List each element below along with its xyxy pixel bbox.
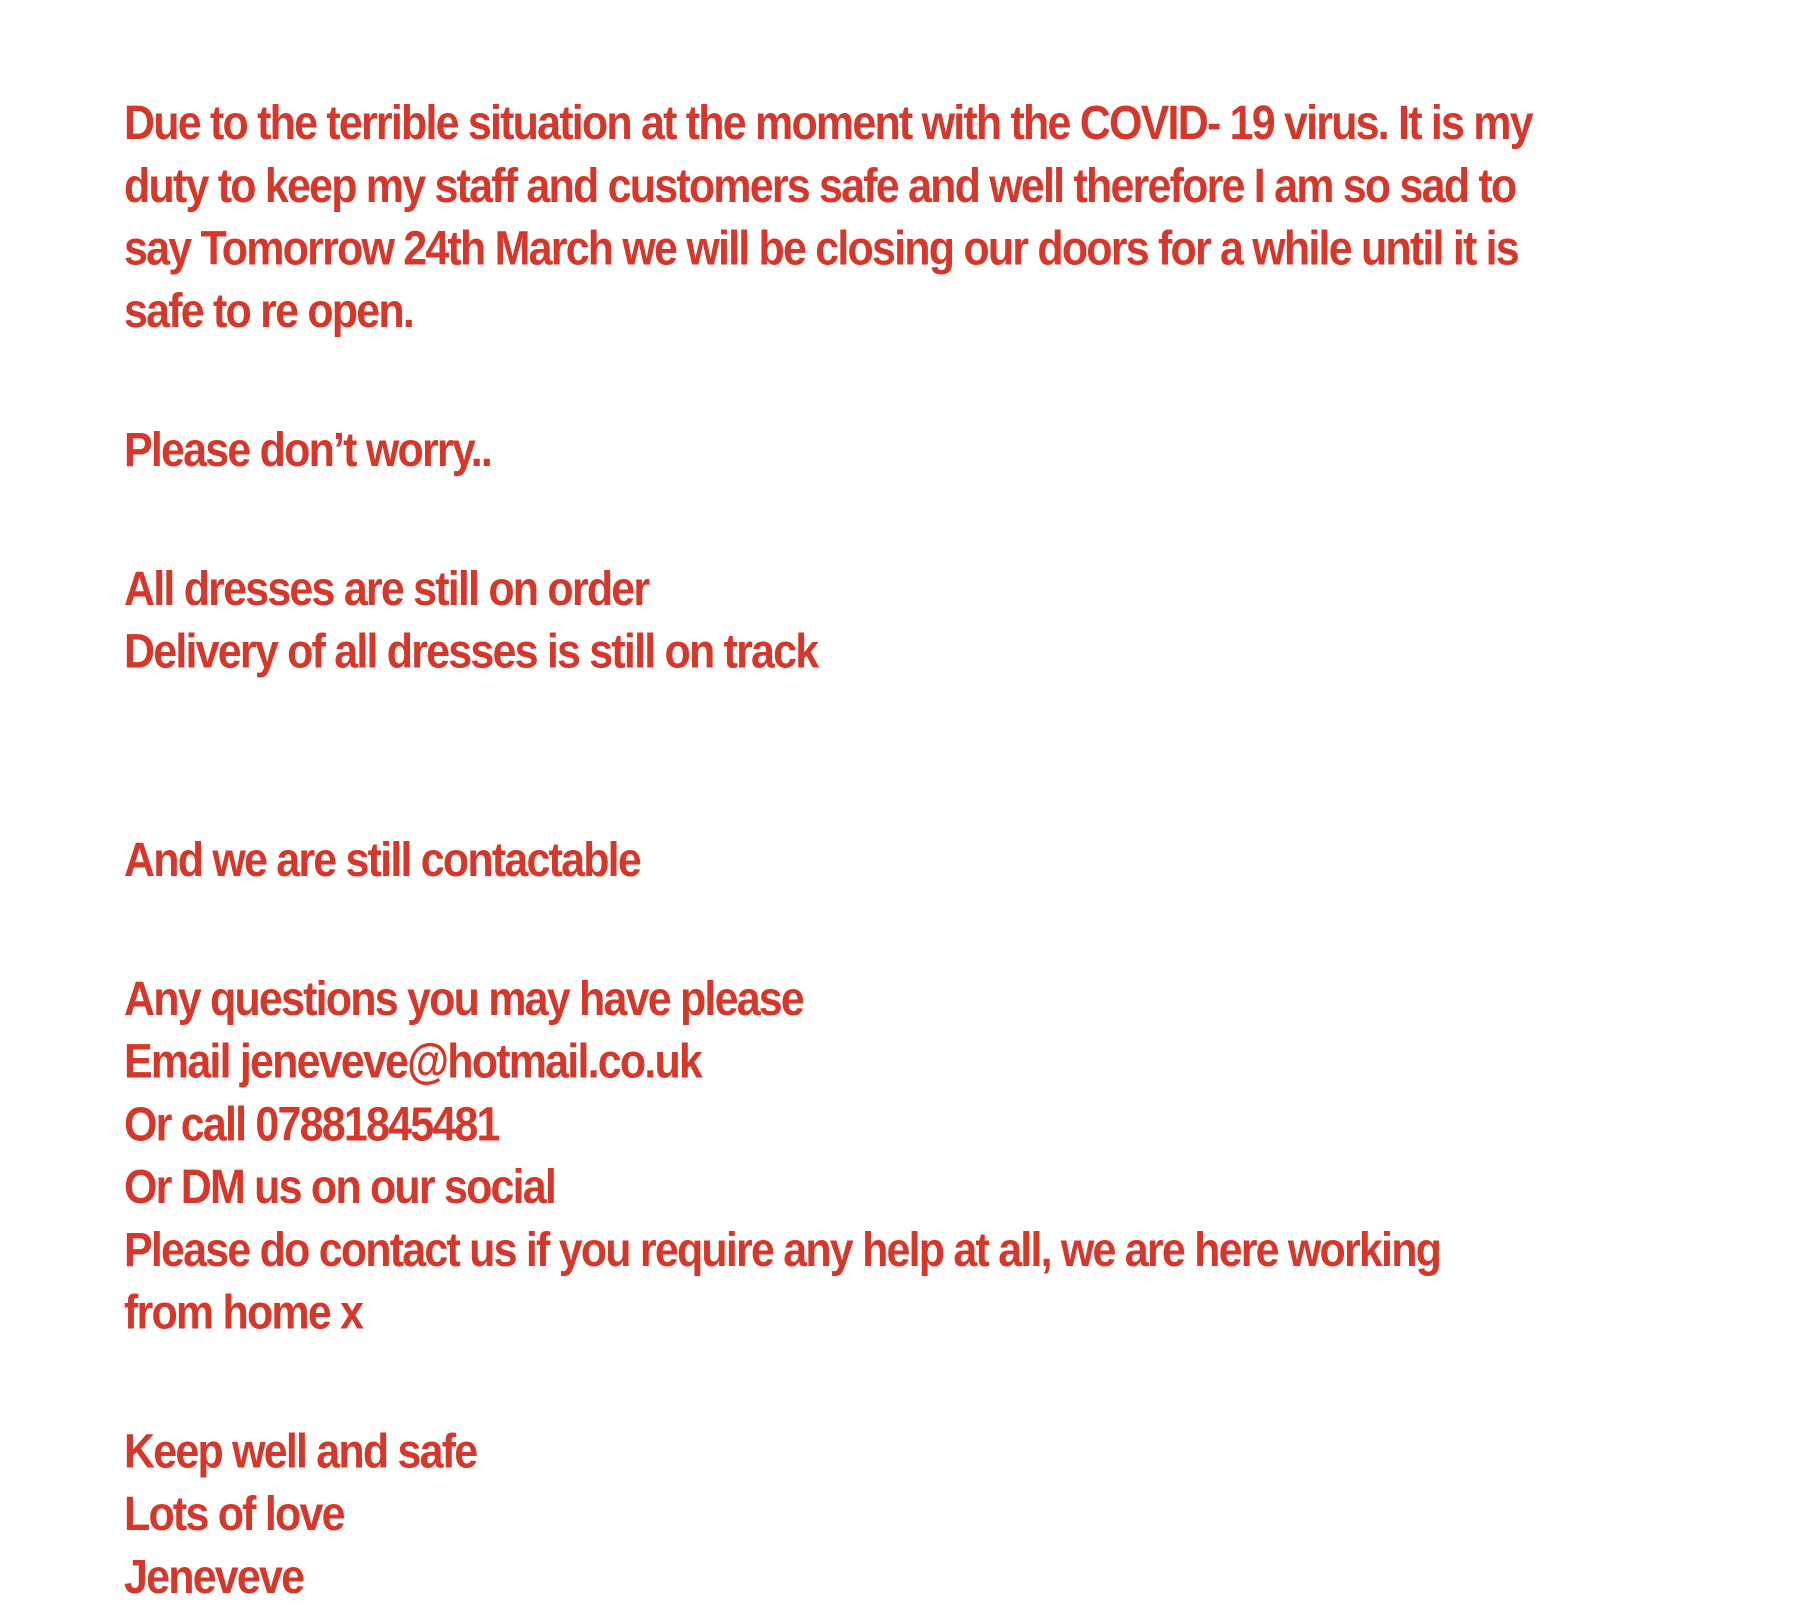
spacer — [124, 683, 1704, 829]
help-line-1: Please do contact us if you require any help at all, we are here working — [124, 1223, 1441, 1277]
signature: Jeneveve — [124, 1550, 304, 1604]
spacer — [124, 482, 1704, 558]
intro-line-2: duty to keep my staff and customers safe and well therefore I am so sad to — [124, 159, 1516, 213]
spacer — [124, 1344, 1704, 1420]
intro-line-3: say Tomorrow 24th March we will be closing our doors for a while until it is — [124, 221, 1518, 276]
signoff-line-1: Keep well and safe — [124, 1424, 477, 1479]
closure-notice — [124, 92, 1704, 1608]
social-line: Or DM us on our social — [124, 1160, 556, 1215]
intro-line-4: safe to re open. — [124, 284, 413, 339]
contactable-text: And we are still contactable — [124, 833, 640, 888]
questions-text: Any questions you may have please — [124, 972, 804, 1027]
signoff-line-2: Lots of love — [124, 1487, 344, 1542]
email-line[interactable]: Email jeneveve@hotmail.co.uk — [124, 1035, 702, 1089]
intro-line-1: Due to the terrible situation at the moment with the COVID- 19 virus. It is my — [124, 96, 1532, 151]
spacer — [124, 892, 1704, 968]
help-line-2: from home x — [124, 1285, 363, 1340]
spacer — [124, 343, 1704, 419]
reassurance-text: Please don’t worry.. — [124, 423, 492, 478]
phone-line[interactable]: Or call 07881845481 — [124, 1097, 499, 1152]
orders-line-2: Delivery of all dresses is still on track — [124, 625, 818, 679]
orders-line-1: All dresses are still on order — [124, 562, 649, 617]
